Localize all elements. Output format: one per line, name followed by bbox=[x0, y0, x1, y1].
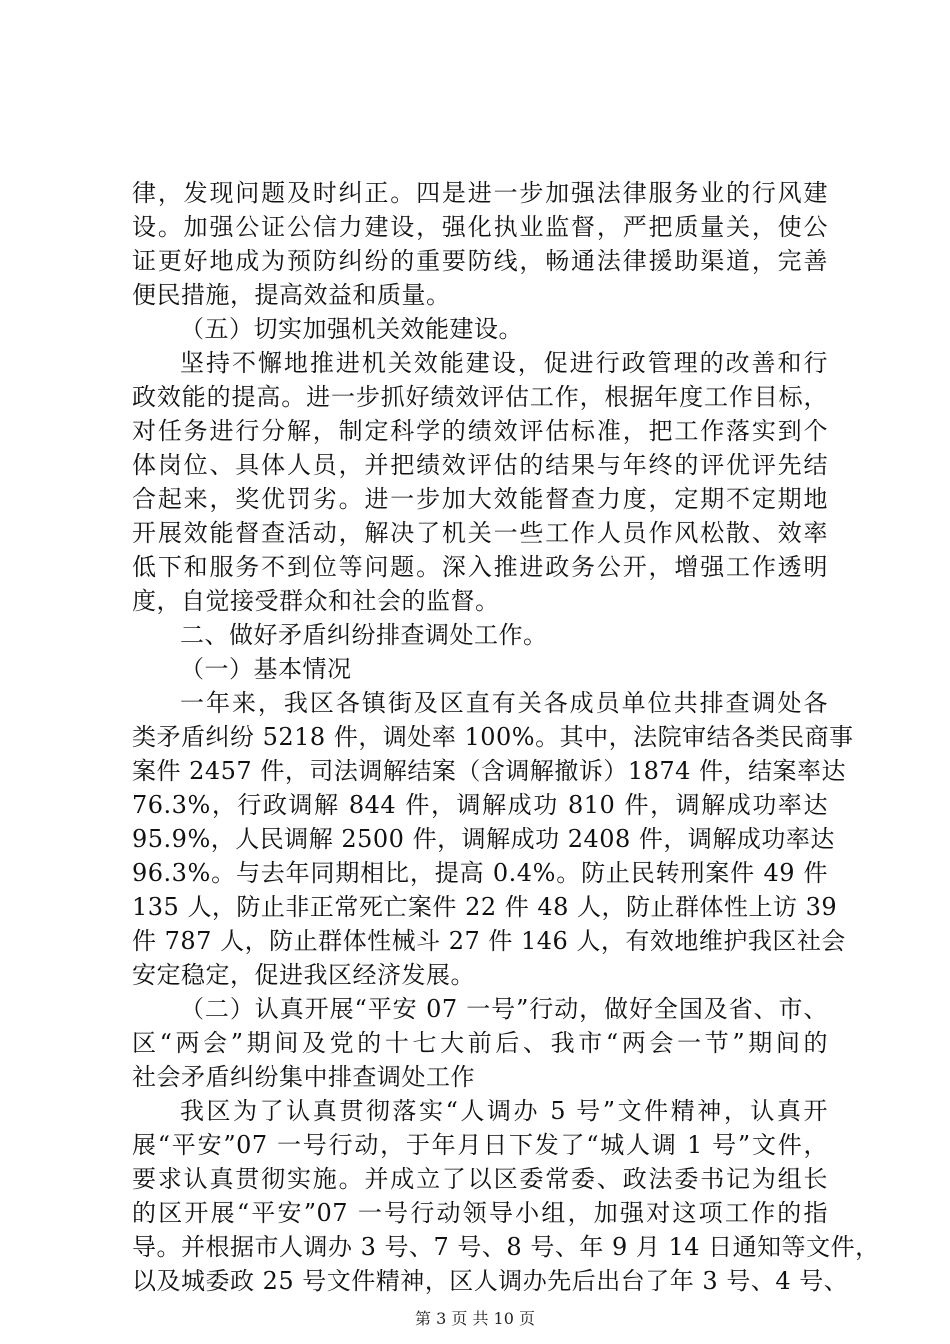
text-line: 律，发现问题及时纠正。四是进一步加强法律服务业的行风建 bbox=[132, 179, 828, 207]
page-footer: 第 3 页 共 10 页 bbox=[415, 1309, 535, 1328]
text-line: 件 787 人，防止群体性械斗 27 件 146 人，有效地维护我区社会 bbox=[132, 927, 846, 955]
text-line: 展“平安”07 一号行动，于年月日下发了“城人调 1 号”文件， bbox=[132, 1131, 828, 1159]
text-line: 合起来，奖优罚劣。进一步加大效能督查力度，定期不定期地 bbox=[132, 485, 828, 513]
text-line: 低下和服务不到位等问题。深入推进政务公开，增强工作透明 bbox=[132, 553, 828, 581]
text-line: 135 人，防止非正常死亡案件 22 件 48 人，防止群体性上访 39 bbox=[132, 893, 838, 921]
section-heading: 二、做好矛盾纠纷排查调处工作。 bbox=[180, 621, 548, 649]
section-heading: （五）切实加强机关效能建设。 bbox=[180, 315, 523, 343]
text-line: 区“两会”期间及党的十七大前后、我市“两会一节”期间的 bbox=[132, 1029, 828, 1057]
text-line: 96.3%。与去年同期相比，提高 0.4%。防止民转刑案件 49 件 bbox=[132, 859, 828, 887]
text-line: 坚持不懈地推进机关效能建设，促进行政管理的改善和行 bbox=[180, 349, 828, 377]
text-line: 证更好地成为预防纠纷的重要防线，畅通法律援助渠道，完善 bbox=[132, 247, 828, 275]
subsection-heading: （一）基本情况 bbox=[180, 655, 352, 683]
text-line: 开展效能督查活动，解决了机关一些工作人员作风松散、效率 bbox=[132, 519, 828, 547]
text-line: 95.9%，人民调解 2500 件，调解成功 2408 件，调解成功率达 bbox=[132, 825, 835, 853]
subsection-heading: （二）认真开展“平安 07 一号”行动，做好全国及省、市、 bbox=[180, 995, 828, 1023]
text-line: 导。并根据市人调办 3 号、7 号、8 号、年 9 月 14 日通知等文件， bbox=[132, 1233, 880, 1261]
text-line: 我区为了认真贯彻落实“人调办 5 号”文件精神，认真开 bbox=[180, 1097, 828, 1125]
text-line: 类矛盾纠纷 5218 件，调处率 100%。其中，法院审结各类民商事 bbox=[132, 723, 854, 751]
text-line: 一年来，我区各镇街及区直有关各成员单位共排查调处各 bbox=[180, 689, 828, 717]
text-line: 安定稳定，促进我区经济发展。 bbox=[132, 961, 475, 989]
text-line: 案件 2457 件，司法调解结案（含调解撤诉）1874 件，结案率达 bbox=[132, 757, 847, 785]
text-line: 设。加强公证公信力建设，强化执业监督，严把质量关，使公 bbox=[132, 213, 828, 241]
text-line: 度，自觉接受群众和社会的监督。 bbox=[132, 587, 500, 615]
text-line: 社会矛盾纠纷集中排查调处工作 bbox=[132, 1063, 475, 1091]
text-line: 便民措施，提高效益和质量。 bbox=[132, 281, 451, 309]
text-line: 对任务进行分解，制定科学的绩效评估标准，把工作落实到个 bbox=[132, 417, 828, 445]
text-line: 政效能的提高。进一步抓好绩效评估工作，根据年度工作目标， bbox=[132, 383, 828, 411]
text-line: 的区开展“平安”07 一号行动领导小组，加强对这项工作的指 bbox=[132, 1199, 828, 1227]
text-line: 体岗位、具体人员，并把绩效评估的结果与年终的评优评先结 bbox=[132, 451, 828, 479]
text-line: 76.3%，行政调解 844 件，调解成功 810 件，调解成功率达 bbox=[132, 791, 828, 819]
text-line: 要求认真贯彻实施。并成立了以区委常委、政法委书记为组长 bbox=[132, 1165, 828, 1193]
text-line: 以及城委政 25 号文件精神，区人调办先后出台了年 3 号、4 号、 bbox=[132, 1267, 849, 1295]
